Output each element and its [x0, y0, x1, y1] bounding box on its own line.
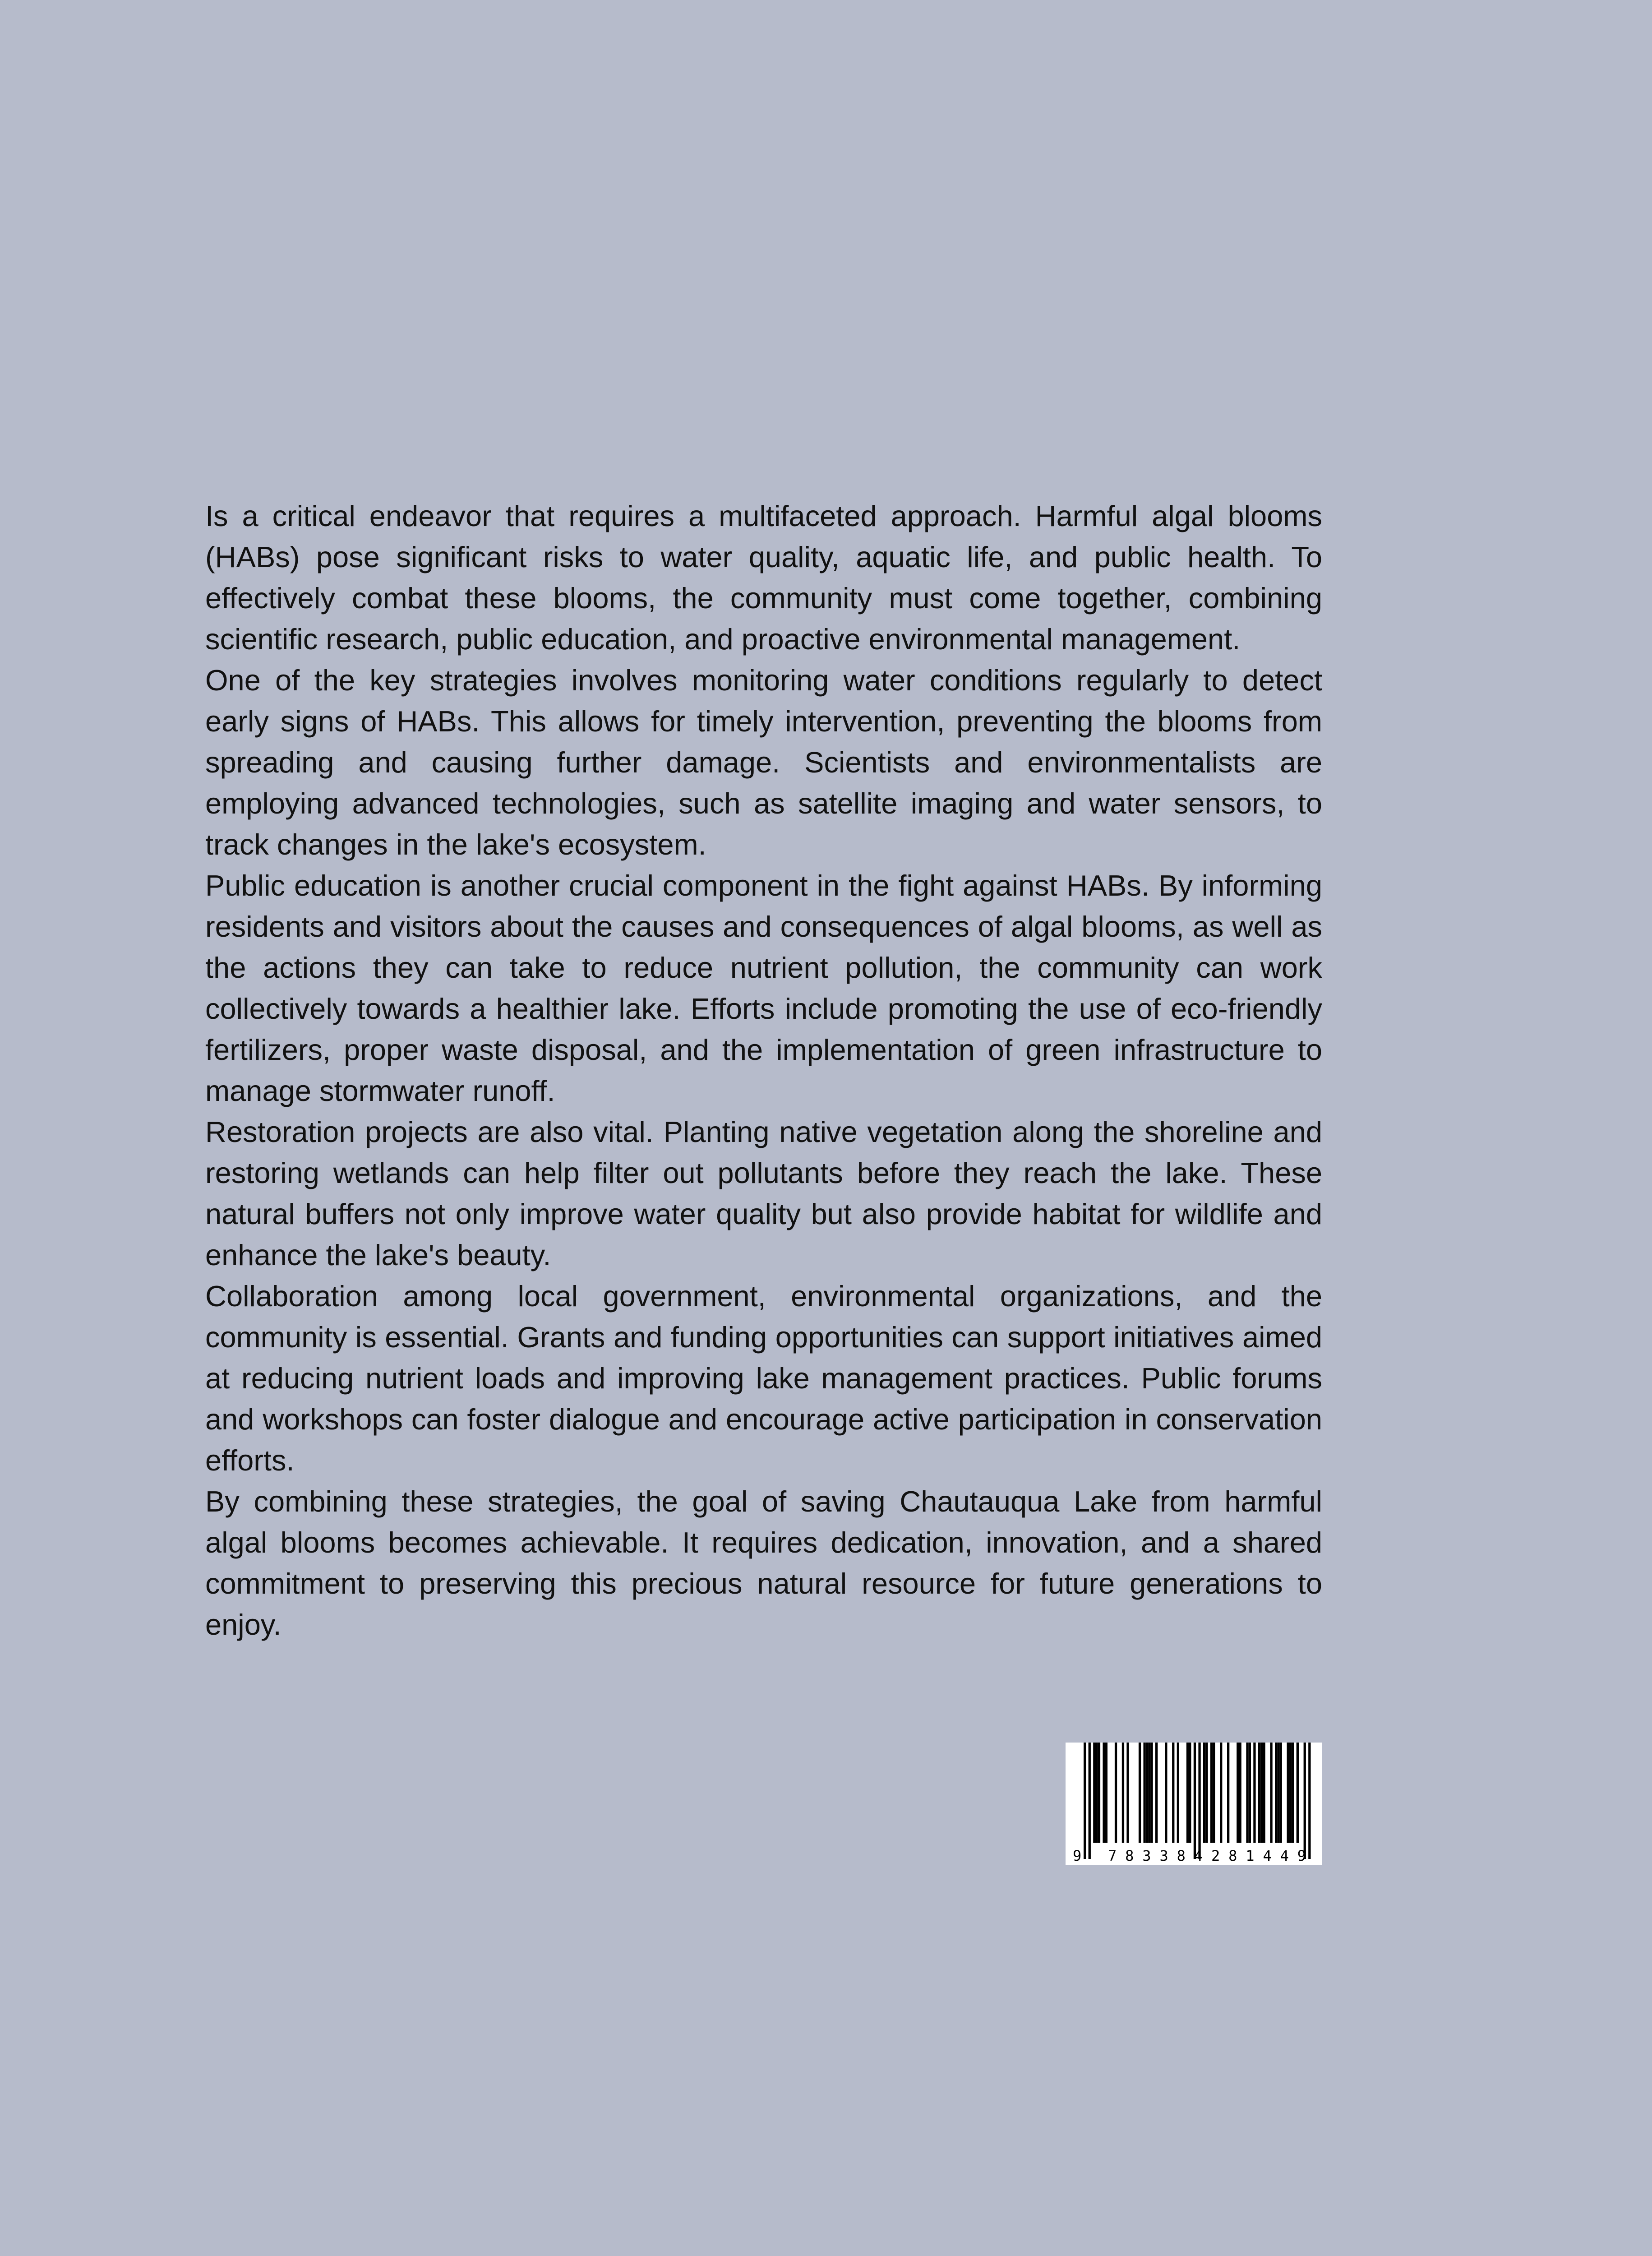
barcode-graphic — [1066, 1743, 1322, 1865]
barcode-bar — [1292, 1743, 1294, 1843]
barcode-bar — [1258, 1743, 1260, 1843]
barcode-bar — [1270, 1743, 1272, 1843]
barcode-bar — [1213, 1743, 1215, 1843]
barcode-bar — [1277, 1743, 1279, 1843]
barcode-bar — [1103, 1743, 1105, 1843]
barcode-bar — [1260, 1743, 1263, 1843]
isbn-barcode — [1066, 1743, 1322, 1865]
barcode-bar — [1249, 1743, 1251, 1843]
barcode-bar — [1172, 1743, 1174, 1843]
barcode-bar — [1155, 1743, 1158, 1843]
barcode-bar — [1287, 1743, 1289, 1843]
barcode-bar — [1139, 1743, 1141, 1843]
barcode-bar — [1227, 1743, 1229, 1843]
barcode-bar — [1122, 1743, 1124, 1843]
barcode-bar — [1220, 1743, 1222, 1843]
blurb-paragraph-6: By combining these strategies, the goal of saving Chautauqua Lake from harmful algal blooms becomes achievable. It requires dedication, innovation, and a shared commitment to preserving this precious natural resource for future generations to enjoy. — [205, 1485, 1322, 1641]
back-cover-blurb — [205, 495, 1322, 1645]
barcode-bar — [1263, 1743, 1265, 1843]
barcode-bar — [1084, 1743, 1086, 1859]
barcode-bar — [1194, 1743, 1196, 1859]
barcode-bar — [1165, 1743, 1167, 1843]
barcode-bar — [1096, 1743, 1098, 1843]
barcode-bar — [1186, 1743, 1189, 1843]
barcode-bar — [1205, 1743, 1208, 1843]
barcode-bar — [1098, 1743, 1100, 1843]
barcode-bar — [1210, 1743, 1213, 1843]
barcode-left-digits: 783384 — [1108, 1847, 1203, 1864]
barcode-bar — [1289, 1743, 1292, 1843]
barcode-bar — [1246, 1743, 1248, 1843]
barcode-bar — [1253, 1743, 1255, 1843]
barcode-bar — [1177, 1743, 1179, 1843]
barcode-bar — [1304, 1743, 1306, 1859]
barcode-bar — [1105, 1743, 1107, 1843]
blurb-paragraph-3: Public education is another crucial component in the fight against HABs. By informing residents and visitors about the causes and consequences of algal blooms, as well as the actions they can take to reduce nutrient pollution, the community can work collectively towards a healthier lake. Efforts include promoting the use of eco-friendly fertilizers, proper waste disposal, and the implementation of green infrastructure to manage stormwater runoff. — [205, 869, 1322, 1107]
barcode-bar — [1275, 1743, 1277, 1843]
barcode-bar — [1093, 1743, 1095, 1843]
barcode-right-digits: 281449 — [1211, 1847, 1306, 1864]
blurb-paragraph-1: Is a critical endeavor that requires a multifaceted approach. Harmful algal blooms (HABs) pose significant risks to water quality, aquatic life, and public health. To effectively combat these blooms, the community must come together, combining scientific research, public education, and proactive environmental management. — [205, 499, 1322, 656]
barcode-bar — [1203, 1743, 1205, 1843]
blurb-paragraph-5: Collaboration among local government, environmental organizations, and the community is essential. Grants and funding opportunities can support initiatives aimed at reducing nutrient loads and improving lake management practices. Public forums and workshops can foster dialogue and encourage active participation in conservation efforts. — [205, 1280, 1322, 1477]
barcode-prefix-digit: 9 — [1073, 1847, 1082, 1864]
barcode-bars — [1084, 1743, 1311, 1859]
barcode-bar — [1115, 1743, 1117, 1843]
blurb-paragraph-4: Restoration projects are also vital. Planting native vegetation along the shoreline and restoring wetlands can help filter out pollutants before they reach the lake. These natural buffers not only improve water quality but also provide habitat for wildlife and enhance the lake's beauty. — [205, 1115, 1322, 1271]
barcode-bar — [1308, 1743, 1311, 1859]
barcode-bar — [1148, 1743, 1150, 1843]
barcode-bar — [1280, 1743, 1282, 1843]
barcode-bar — [1146, 1743, 1148, 1843]
barcode-bar — [1239, 1743, 1241, 1843]
barcode-bar — [1237, 1743, 1239, 1843]
barcode-bar — [1126, 1743, 1129, 1843]
barcode-bar — [1198, 1743, 1200, 1859]
blurb-paragraph-2: One of the key strategies involves monitoring water conditions regularly to detect early signs of HABs. This allows for timely intervention, preventing the blooms from spreading and causing further damage. Scientists and environmentalists are employing advanced technologies, such as satellite imaging and water sensors, to track changes in the lake's ecosystem. — [205, 664, 1322, 861]
barcode-bar — [1297, 1743, 1299, 1843]
barcode-bar — [1189, 1743, 1191, 1843]
barcode-bar — [1089, 1743, 1091, 1859]
barcode-bar — [1144, 1743, 1146, 1843]
barcode-bar — [1150, 1743, 1153, 1843]
